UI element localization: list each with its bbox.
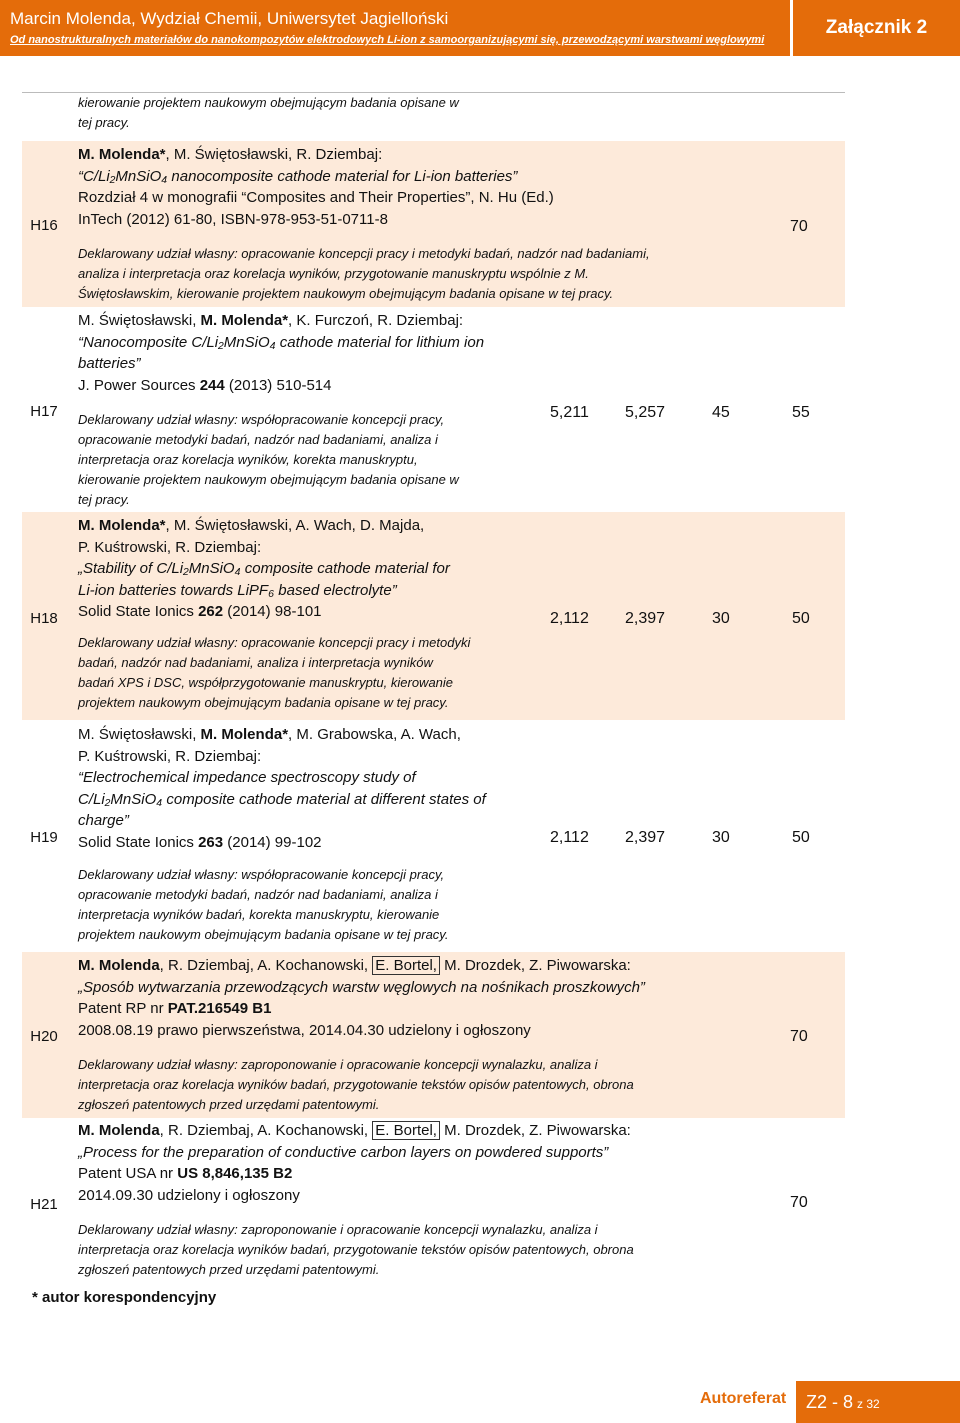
- header-subtitle: Od nanostrukturalnych materiałów do nanokompozytów elektrodowych Li-ion z samoorganizującymi się, przewodzącymi warstwami węglowymi: [10, 34, 765, 46]
- declaration-line: interpretacja oraz korelacja wyników badań, przygotowanie tekstów opisów patentowych, obrona: [78, 1242, 634, 1257]
- impact-factor: 2,112: [550, 610, 589, 627]
- declaration-line: Deklarowany udział własny: zaproponowanie i opracowanie koncepcji wynalazku, analiza i: [78, 1222, 598, 1237]
- publication-title: “Electrochemical impedance spectroscopy study of: [78, 769, 416, 786]
- author-bold: M. Molenda*: [78, 146, 166, 163]
- header-author: Marcin Molenda, Wydział Chemii, Uniwersytet Jagielloński: [10, 9, 449, 28]
- impact-factor: 2,112: [550, 829, 589, 846]
- declaration-line: projektem naukowym obejmującym badania opisane w tej pracy.: [78, 927, 449, 942]
- publication-source: J. Power Sources 244 (2013) 510-514: [78, 376, 332, 394]
- declaration-line: projektem naukowym obejmującym badania opisane w tej pracy.: [78, 694, 449, 710]
- share-percent: 50: [792, 829, 810, 846]
- declaration-line: analiza i interpretacja oraz korelacja wyników, przygotowanie manuskryptu wspólnie z M.: [78, 266, 589, 281]
- page-header: [0, 0, 960, 56]
- patent-content: M. Molenda, R. Dziembaj, A. Kochanowski, E. Bortel, M. Drozdek, Z. Piwowarska: „Sposób wytwarzania przewodzących warstw węglowych na nośnikach proszkowych” Patent RP nr PAT.216549 B1 2008.08.19 prawo pierwszeństwa, 2014.04.30 udzielony i ogłoszony Deklarowany udział własny: zaproponowanie i opracowanie koncepcji wynalazku, analiza i interpretacja oraz korelacja wyników badań, przygotowanie tekstów opisów patentowych, obrona zgłoszeń patentowych przed urzędami patentowymi.: [78, 955, 718, 1115]
- patent-content: M. Molenda, R. Dziembaj, A. Kochanowski, E. Bortel, M. Drozdek, Z. Piwowarska: „Process for the preparation of conductive carbon layers on powdered supports” Patent USA nr US 8,846,135 B2 2014.09.30 udzielony i ogłoszony Deklarowany udział własny: zaproponowanie i opracowanie koncepcji wynalazku, analiza i interpretacja oraz korelacja wyników badań, przygotowanie tekstów opisów patentowych, obrona zgłoszeń patentowych przed urzędami patentowymi.: [78, 1120, 718, 1280]
- author-bold: M. Molenda: [78, 957, 160, 974]
- book-info: Rozdział 4 w monografii “Composites and Their Properties”, N. Hu (Ed.): [78, 189, 554, 206]
- footnote: * autor korespondencyjny: [32, 1289, 217, 1306]
- patent-number: Patent USA nr US 8,846,135 B2: [78, 1165, 293, 1182]
- patent-number: Patent RP nr PAT.216549 B1: [78, 1000, 272, 1017]
- publication-source: Solid State Ionics 263 (2014) 99-102: [78, 833, 322, 851]
- share-percent: 50: [792, 610, 810, 627]
- publication-id: H20: [30, 1028, 58, 1045]
- points: 30: [712, 829, 730, 846]
- top-rule: [22, 92, 845, 93]
- publication-row-h18: [22, 512, 845, 720]
- declaration-line: tej pracy.: [78, 492, 130, 507]
- declaration-line: zgłoszeń patentowych przed urzędami patentowymi.: [78, 1262, 380, 1277]
- impact-factor-5y: 2,397: [625, 829, 666, 846]
- declaration-line: kierowanie projektem naukowym obejmującym badania opisane w: [78, 472, 459, 487]
- share-percent: 55: [792, 404, 810, 421]
- declaration-line: opracowanie metodyki badań, nadzór nad badaniami, analiza i: [78, 432, 438, 447]
- publication-row-h19: [22, 722, 845, 950]
- patent-title: „Sposób wytwarzania przewodzących warstw węglowych na nośnikach proszkowych”: [78, 978, 645, 996]
- points: 30: [712, 610, 730, 627]
- patent-title: „Process for the preparation of conductive carbon layers on powdered supports”: [78, 1143, 609, 1161]
- declaration-line: interpretacja oraz korelacja wyników, korekta manuskryptu,: [78, 452, 418, 467]
- publication-title: “Nanocomposite C/Li₂MnSiO₄ cathode material for lithium ion: [78, 333, 485, 351]
- publication-source: InTech (2012) 61-80, ISBN-978-953-51-0711-8: [78, 210, 388, 228]
- publication-row-h17: [22, 307, 845, 509]
- publication-source: Solid State Ionics 262 (2014) 98-101: [78, 603, 322, 620]
- patent-dates: 2014.09.30 udzielony i ogłoszony: [78, 1186, 300, 1204]
- publication-content: M. Świętosławski, M. Molenda*, K. Furczoń, R. Dziembaj: “Nanocomposite C/Li₂MnSiO₄ cathode material for lithium ion batteries” J. Power Sources 244 (2013) 510-514 Deklarowany udział własny: współopracowanie koncepcji pracy, opracowanie metodyki badań, nadzór nad badaniami, analiza i interpretacja oraz korelacja wyników, korekta manuskryptu, kierowanie projektem naukowym obejmującym badania opisane w tej pracy.: [78, 310, 530, 510]
- publication-id: H18: [30, 610, 58, 627]
- continued-row: [22, 93, 845, 141]
- declaration-line: badań, nadzór nad badaniami, analiza i interpretacja wyników: [78, 654, 433, 670]
- impact-factor-5y: 2,397: [625, 610, 666, 627]
- impact-factor-5y: 5,257: [625, 404, 666, 421]
- publication-title: charge”: [78, 812, 129, 829]
- author-bold: M. Molenda: [78, 1122, 160, 1139]
- declaration-line: Deklarowany udział własny: współopracowanie koncepcji pracy,: [78, 867, 445, 882]
- author-bold: M. Molenda*: [200, 726, 289, 743]
- publication-content: M. Świętosławski, M. Molenda*, M. Grabowska, A. Wach, P. Kuśtrowski, R. Dziembaj: “Electrochemical impedance spectroscopy study of C/Li₂MnSiO₄ composite cathode material at different states of charge” Solid State Ionics 263 (2014) 99-102 Deklarowany udział własny: współopracowanie koncepcji pracy, opracowanie metodyki badań, nadzór nad badaniami, analiza i interpretacja wyników badań, korekta manuskryptu, kierowanie projektem naukowym obejmującym badania opisane w tej pracy.: [78, 724, 530, 945]
- publication-title: Li-ion batteries towards LiPF₆ based electrolyte”: [78, 581, 397, 599]
- declaration-line: Świętosławskim, kierowanie projektem naukowym obejmującym badania opisane w tej pracy.: [78, 286, 614, 301]
- publication-content: M. Molenda*, M. Świętosławski, A. Wach, D. Majda, P. Kuśtrowski, R. Dziembaj: „Stability of C/Li₂MnSiO₄ composite cathode material for Li-ion batteries towards LiPF₆ based electrolyte” Solid State Ionics 262 (2014) 98-101 Deklarowany udział własny: opracowanie koncepcji pracy i metodyki badań, nadzór nad badaniami, analiza i interpretacja wyników badań XPS i DSC, współprzygotowanie manuskryptu, kierowanie projektem naukowym obejmującym badania opisane w tej pracy.: [78, 515, 530, 713]
- patent-dates: 2008.08.19 prawo pierwszeństwa, 2014.04.30 udzielony i ogłoszony: [78, 1021, 531, 1039]
- declaration-line: Deklarowany udział własny: opracowanie koncepcji pracy i metodyki badań, nadzór nad badaniami,: [78, 246, 650, 261]
- share-percent: 70: [790, 1194, 808, 1211]
- impact-factor: 5,211: [550, 404, 589, 421]
- attachment-label: Załącznik 2: [793, 0, 960, 56]
- declaration-line: Deklarowany udział własny: opracowanie koncepcji pracy i metodyki: [78, 634, 471, 650]
- declaration-line: interpretacja wyników badań, korekta manuskryptu, kierowanie: [78, 907, 440, 922]
- header-banner: [0, 0, 790, 56]
- author-bold: M. Molenda*: [78, 517, 166, 534]
- continued-content: kierowanie projektem naukowym obejmującym badania opisane w tej pracy.: [78, 95, 459, 130]
- publication-title: C/Li₂MnSiO₄ composite cathode material at different states of: [78, 790, 486, 808]
- publication-id: H19: [30, 829, 58, 846]
- points: 45: [712, 404, 730, 421]
- publication-title: „Stability of C/Li₂MnSiO₄ composite cathode material for: [78, 560, 450, 577]
- page-number-box: [796, 1381, 960, 1423]
- publication-id: H16: [30, 217, 58, 234]
- publication-title: batteries”: [78, 355, 141, 372]
- publication-id: H17: [30, 403, 58, 420]
- highlighted-author: E. Bortel,: [372, 1121, 440, 1140]
- declaration-line: interpretacja oraz korelacja wyników badań, przygotowanie tekstów opisów patentowych, obrona: [78, 1077, 634, 1092]
- patent-row-h21: [22, 1120, 845, 1282]
- declaration-line: opracowanie metodyki badań, nadzór nad badaniami, analiza i: [78, 887, 438, 902]
- publication-id: H21: [30, 1196, 58, 1213]
- declaration-line: Deklarowany udział własny: zaproponowanie i opracowanie koncepcji wynalazku, analiza i: [78, 1057, 598, 1072]
- publication-row-h16: [22, 141, 845, 307]
- author-bold: M. Molenda*: [200, 312, 289, 329]
- declaration-line: Deklarowany udział własny: współopracowanie koncepcji pracy,: [78, 412, 445, 427]
- page-number: Z2 - 8: [806, 1391, 854, 1412]
- publication-title: “C/Li₂MnSiO₄ nanocomposite cathode material for Li-ion batteries”: [78, 167, 518, 185]
- page-total: z 32: [857, 1397, 880, 1411]
- publication-content: M. Molenda*, M. Świętosławski, R. Dziembaj: “C/Li₂MnSiO₄ nanocomposite cathode material for Li-ion batteries” Rozdział 4 w monografii “Composites and Their Properties”, N. Hu (Ed.) InTech (2012) 61-80, ISBN-978-953-51-0711-8 Deklarowany udział własny: opracowanie koncepcji pracy i metodyki badań, nadzór nad badaniami, analiza i interpretacja oraz korelacja wyników, przygotowanie manuskryptu wspólnie z M. Świętosławskim, kierowanie projektem naukowym obejmującym badania opisane w tej pracy.: [78, 144, 718, 304]
- declaration-line: zgłoszeń patentowych przed urzędami patentowymi.: [78, 1097, 380, 1112]
- share-percent: 70: [790, 218, 808, 235]
- highlighted-author: E. Bortel,: [372, 956, 440, 975]
- footer-label: Autoreferat: [700, 1390, 787, 1407]
- patent-row-h20: [22, 952, 845, 1118]
- declaration-line: badań XPS i DSC, współprzygotowanie manuskryptu, kierowanie: [78, 674, 454, 690]
- share-percent: 70: [790, 1028, 808, 1045]
